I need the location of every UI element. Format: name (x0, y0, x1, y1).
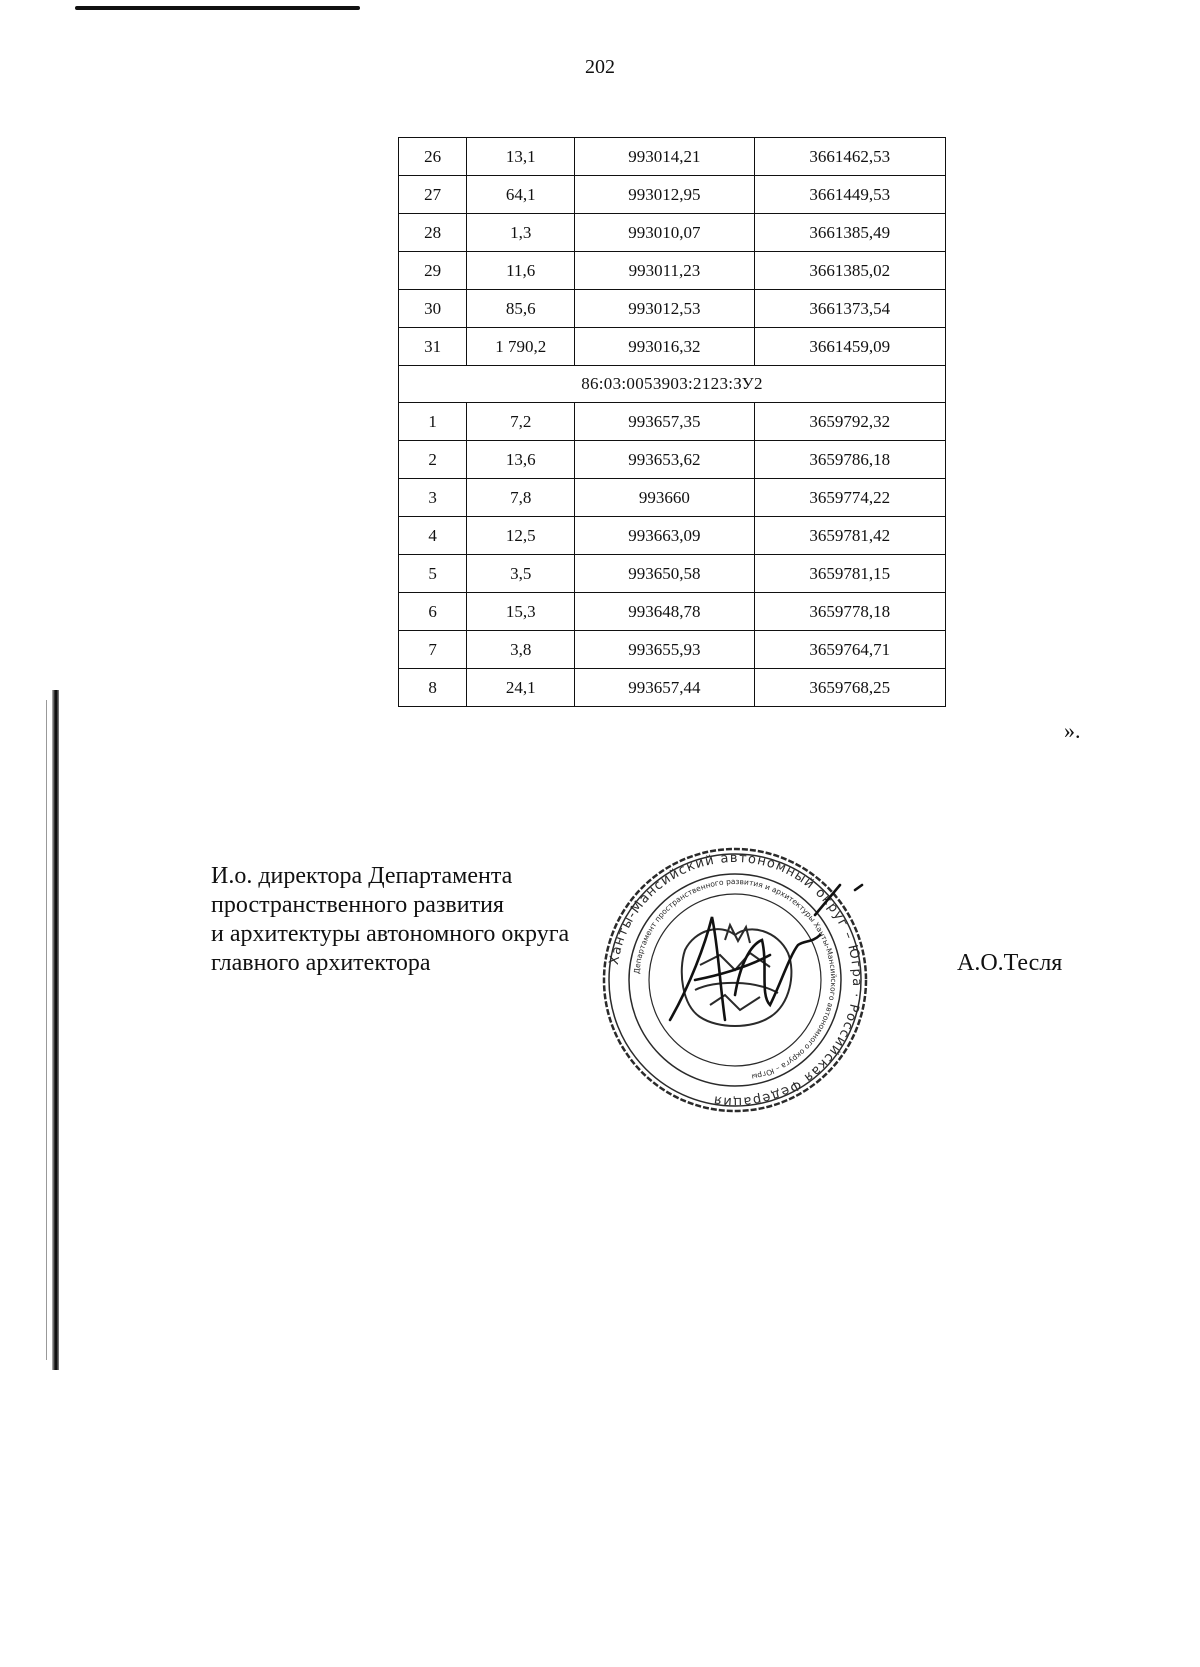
table-row (399, 669, 946, 707)
table-cell: 1 (399, 403, 467, 441)
cadastral-number-label: 86:03:0053903:2123:ЗУ2 (399, 366, 946, 403)
table-cell: 993663,09 (575, 517, 754, 555)
table-row (399, 290, 946, 328)
table-cell: 6 (399, 593, 467, 631)
table-cell: 993016,32 (575, 328, 754, 366)
table-row (399, 555, 946, 593)
table-row (399, 403, 946, 441)
table-cell: 993012,95 (575, 176, 754, 214)
seal-outer-ring (604, 849, 866, 1111)
table-row (399, 479, 946, 517)
table-cell: 28 (399, 214, 467, 252)
table-cell: 3661449,53 (754, 176, 945, 214)
table-cell: 3659781,42 (754, 517, 945, 555)
table-row (399, 631, 946, 669)
table-cell: 3659778,18 (754, 593, 945, 631)
scan-artifact-top-bar (75, 6, 360, 10)
signatory-position-line: пространственного развития (211, 892, 504, 918)
table-cell: 3661385,02 (754, 252, 945, 290)
table-cell: 13,1 (467, 138, 575, 176)
seal-middle-ring (629, 874, 841, 1086)
signatory-position-line: и архитектуры автономного округа (211, 921, 570, 947)
table-row (399, 517, 946, 555)
table-cell: 7,2 (467, 403, 575, 441)
table-cell: 13,6 (467, 441, 575, 479)
table-cell: 27 (399, 176, 467, 214)
table-row (399, 252, 946, 290)
signatory-name: А.О.Тесля (957, 950, 1063, 976)
table-cell: 30 (399, 290, 467, 328)
table-cell: 7,8 (467, 479, 575, 517)
scan-artifact-binding-line (46, 700, 47, 1360)
table-row (399, 176, 946, 214)
table-cell: 12,5 (467, 517, 575, 555)
table-cell: 3 (399, 479, 467, 517)
table-cell: 64,1 (467, 176, 575, 214)
table-cell: 993014,21 (575, 138, 754, 176)
table-cell: 24,1 (467, 669, 575, 707)
table-cell: 993657,44 (575, 669, 754, 707)
seal-emblem-icon (682, 925, 792, 1026)
signatory-position (211, 862, 569, 978)
table-cell: 15,3 (467, 593, 575, 631)
table-cell: 3659781,15 (754, 555, 945, 593)
table-cell: 2 (399, 441, 467, 479)
table-cell: 26 (399, 138, 467, 176)
table-cell: 993660 (575, 479, 754, 517)
table-cell: 993650,58 (575, 555, 754, 593)
signatory-position-line: И.о. директора Департамента (211, 863, 513, 889)
scan-artifact-binding-edge (52, 690, 59, 1370)
table-row (399, 593, 946, 631)
table-cell: 993655,93 (575, 631, 754, 669)
coordinates-table (398, 137, 946, 707)
table-cell: 3659786,18 (754, 441, 945, 479)
seal-outer-text: Ханты-Мансийский автономный округ – Югра · Российская Федерация (606, 850, 865, 1110)
table-cell: 8 (399, 669, 467, 707)
table-cell: 5 (399, 555, 467, 593)
table-cell: 993010,07 (575, 214, 754, 252)
table-cell: 7 (399, 631, 467, 669)
table-cell: 3661459,09 (754, 328, 945, 366)
table-row (399, 138, 946, 176)
table-cell: 3659774,22 (754, 479, 945, 517)
table-cell: 11,6 (467, 252, 575, 290)
official-seal-stamp (600, 845, 870, 1115)
table-cell: 3,5 (467, 555, 575, 593)
table-cell: 993648,78 (575, 593, 754, 631)
table-cell: 3659764,71 (754, 631, 945, 669)
table-cell: 3661385,49 (754, 214, 945, 252)
coordinates-table-body (399, 138, 946, 707)
table-section-row (399, 366, 946, 403)
closing-quote: ». (1064, 718, 1081, 743)
table-row (399, 441, 946, 479)
table-cell: 1,3 (467, 214, 575, 252)
seal-inner-ring (649, 894, 821, 1066)
table-cell: 3659792,32 (754, 403, 945, 441)
table-cell: 993657,35 (575, 403, 754, 441)
table-cell: 993012,53 (575, 290, 754, 328)
table-row (399, 214, 946, 252)
table-cell: 29 (399, 252, 467, 290)
signatory-position-line: главного архитектора (211, 950, 431, 976)
table-cell: 993011,23 (575, 252, 754, 290)
table-cell: 4 (399, 517, 467, 555)
table-cell: 3659768,25 (754, 669, 945, 707)
table-cell: 993653,62 (575, 441, 754, 479)
table-cell: 3661462,53 (754, 138, 945, 176)
table-cell: 85,6 (467, 290, 575, 328)
table-cell: 3,8 (467, 631, 575, 669)
table-cell: 3661373,54 (754, 290, 945, 328)
table-row (399, 328, 946, 366)
table-cell: 31 (399, 328, 467, 366)
table-cell: 1 790,2 (467, 328, 575, 366)
page-number: 202 (585, 56, 615, 78)
seal-inner-text: Департамент пространственного развития и архитектуры Ханты-Мансийского автономного округа – Югры (632, 876, 839, 1082)
